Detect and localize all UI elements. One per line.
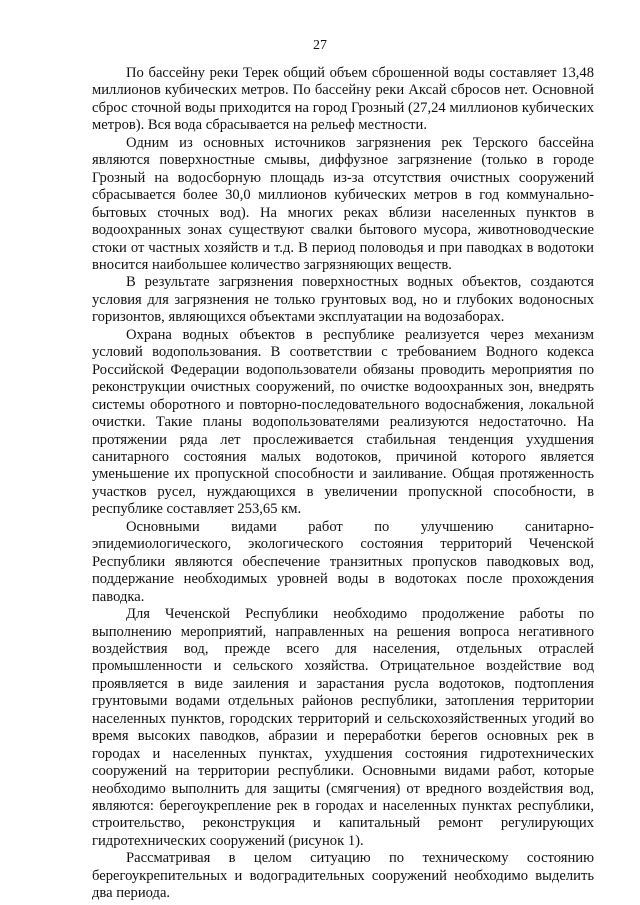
page-number: 27 [313, 38, 327, 53]
paragraph-pollution-sources: Одним из основных источников загрязнения рек Терского бассейна являются поверхностные смывы, диффузное загрязнение (только в городе Грозный на водосборную площадь из-за отсутствия очистных сооружений сбрасывается более 30,0 миллионов кубических метров в год коммунально-бытовых сточных вод). На многих реках вблизи населенных пунктов в водоохранных зонах существуют свалки бытового мусора, животноводческие стоки от частных хозяйств и т.д. В период половодья и при паводках в водотоки вносится наибольшее количество загрязняющих веществ. [92, 134, 594, 273]
paragraph-groundwater-pollution: В результате загрязнения поверхностных водных объектов, создаются условия для загрязнения не только грунтовых вод, но и глубоких водоносных горизонтов, являющихся объектами эксплуатации на водозаборах. [92, 274, 594, 326]
paragraph-negative-impact: Для Чеченской Республики необходимо продолжение работы по выполнению мероприятий, направленных на решения вопроса негативного воздействия вод, прежде всего для населения, отдельных отраслей промышленности и сельского хозяйства. Отрицательное воздействие вод проявляется в виде заиления и зарастания русла водотоков, подтопления грунтовыми водами отдельных районов республики, затопления территории населенных пунктов, городских территорий и сельскохозяйственных угодий во время высоких паводков, абразии и переработки берегов основных рек в городах и населенных пунктах, ухудшения состояния гидротехнических сооружений на территории республики. Основными видами работ, которые необходимо выполнить для защиты (смягчения) от вредного воздействия вод, являются: берегоукрепление рек в городах и населенных пунктах республики, строительство, реконструкция и капитальный ремонт регулирующих гидротехнических сооружений (рисунок 1). [92, 606, 594, 849]
paragraph-water-protection: Охрана водных объектов в республике реализуется через механизм условий водопользования. В соответствии с требованием Водного кодекса Российской Федерации водопользователи обязаны проводить мероприятия по реконструкции очистных сооружений, по очистке водоохранных зон, внедрять системы оборотного и повторно-последовательного водоснабжения, локальной очистки. Такие планы водопользователями реализуются недостаточно. На протяжении ряда лет прослеживается стабильная тенденция ухудшения санитарного состояния малых водотоков, причиной которого является уменьшение их пропускной способности и заиливание. Общая протяженность участков русел, нуждающихся в увеличении пропускной способности, в республике составляет 253,65 км. [92, 326, 594, 518]
paragraph-two-periods: Рассматривая в целом ситуацию по техническому состоянию берегоукрепительных и водоградительных сооружений необходимо выделить два периода. [92, 850, 594, 902]
page-body [92, 65, 594, 903]
paragraph-terek-discharge: По бассейну реки Терек общий объем сброшенной воды составляет 13,48 миллионов кубических метров. По бассейну реки Аксай сбросов нет. Основной сброс сточной воды приходится на город Грозный (27,24 миллионов кубических метров). Вся вода сбрасывается на рельеф местности. [92, 65, 594, 134]
paragraph-main-works: Основными видами работ по улучшению санитарно-эпидемиологического, экологического состояния территорий Чеченской Республики являются обеспечение транзитных пропусков паводковых вод, поддержание необходимых уровней воды в водотоках после прохождения паводка. [92, 518, 594, 605]
